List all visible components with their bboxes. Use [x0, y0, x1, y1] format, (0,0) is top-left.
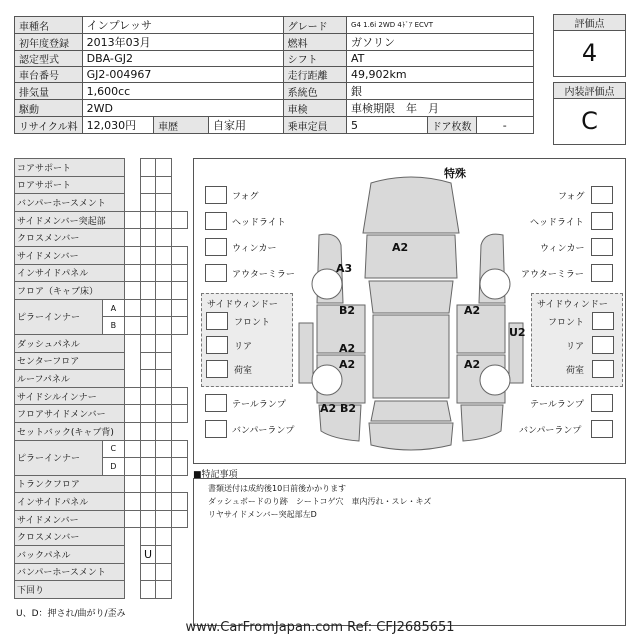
table-row	[15, 440, 188, 458]
damage-code-left-rear-door-2: A2	[339, 358, 356, 371]
first-reg-value: 2013年03月	[82, 34, 283, 51]
side-window-left-title: サイドウィンドー	[207, 300, 278, 310]
table-row	[15, 387, 188, 405]
headlight-right-label: ヘッドライト	[530, 218, 584, 228]
part-label: サイドシルインナー	[15, 387, 125, 405]
table-row	[15, 211, 188, 229]
capacity-label: 乗車定員	[283, 117, 346, 134]
part-label: インサイドパネル	[15, 264, 125, 282]
winker-right-checkbox[interactable]	[591, 238, 613, 256]
damage-code-left-rear-door: A2	[339, 342, 356, 355]
inspection-label: 車検	[283, 100, 346, 117]
history-value: 自家用	[208, 117, 283, 134]
part-label: サイドメンバー	[15, 510, 125, 528]
part-label: ルーフパネル	[15, 370, 125, 388]
part-label: バンパーホースメント	[15, 194, 125, 212]
part-label: フロア（キャブ床）	[15, 282, 125, 300]
notes-line-2: ダッシュボードのり跡 シートコゲ穴 車内汚れ・スレ・キズ	[208, 497, 432, 506]
model-value: インプレッサ	[82, 17, 283, 34]
left-sill-shape	[299, 323, 313, 383]
part-label: サイドメンバー	[15, 246, 125, 264]
right-rear-wheel-shape	[480, 365, 510, 395]
color-label: 系統色	[283, 83, 346, 100]
headlight-left-label: ヘッドライト	[232, 218, 286, 228]
table-row	[15, 299, 188, 317]
table-row	[15, 370, 188, 388]
cert-type-label: 認定型式	[15, 51, 83, 67]
sw-front-right-checkbox[interactable]	[592, 312, 614, 330]
car-outline-diagram	[289, 173, 534, 458]
footer-ref: www.CarFromJapan.com Ref: CFJ2685651	[185, 620, 455, 635]
mirror-left-label: アウターミラー	[232, 270, 295, 280]
table-row	[15, 528, 188, 546]
bumper-lamp-left-checkbox[interactable]	[205, 420, 227, 438]
winker-left-checkbox[interactable]	[205, 238, 227, 256]
damage-code-right-front-door: A2	[464, 304, 481, 317]
part-label: ダッシュパネル	[15, 334, 125, 352]
chassis-value: GJ2-004967	[82, 67, 283, 83]
side-window-left-box	[201, 293, 293, 387]
notes-line-1: 書類送付は成約後10日前後かかります	[208, 484, 347, 493]
sw-front-left-checkbox[interactable]	[206, 312, 228, 330]
sw-rear-left-label: リア	[234, 342, 253, 352]
mirror-right-label: アウターミラー	[521, 270, 584, 280]
part-label: ロアサポート	[15, 176, 125, 194]
mileage-value: 49,902km	[347, 67, 534, 83]
displacement-value: 1,600cc	[82, 83, 283, 100]
notes-line-3: リヤサイドメンバー突起部左D	[208, 510, 317, 519]
tail-lamp-right-label: テールランプ	[530, 400, 584, 410]
vehicle-info-table	[14, 16, 534, 134]
doors-value: -	[476, 117, 534, 134]
sub-label: D	[102, 458, 124, 476]
part-label: セットバック(キャブ背)	[15, 422, 125, 440]
table-row	[15, 493, 188, 511]
sub-label: B	[102, 317, 124, 335]
sw-luggage-right-label: 荷室	[566, 366, 585, 376]
sub-label: A	[102, 299, 124, 317]
fog-left-label: フォグ	[232, 192, 259, 202]
sw-rear-right-checkbox[interactable]	[592, 336, 614, 354]
damage-code-left-front-fender: A3	[336, 262, 353, 275]
tail-lamp-left-label: テールランプ	[232, 400, 286, 410]
front-bumper-shape	[363, 177, 459, 233]
table-row	[15, 581, 188, 599]
shift-value: AT	[347, 51, 534, 67]
part-label: バックパネル	[15, 546, 125, 564]
notes-title: ■特記事項	[193, 470, 238, 480]
shift-label: シフト	[283, 51, 346, 67]
drive-value: 2WD	[82, 100, 283, 117]
damage-code-rear: A2 B2	[320, 402, 357, 415]
first-reg-label: 初年度登録	[15, 34, 83, 51]
recycle-value: 12,030円	[82, 117, 153, 134]
part-label: インサイドパネル	[15, 493, 125, 511]
diagram-title: 特殊	[444, 167, 466, 180]
inspection-value: 車検期限 年 月	[347, 100, 534, 117]
sw-luggage-left-label: 荷室	[234, 366, 253, 376]
mileage-label: 走行距離	[283, 67, 346, 83]
fog-right-checkbox[interactable]	[591, 186, 613, 204]
table-row	[15, 352, 188, 370]
bumper-lamp-left-label: バンパーランプ	[232, 426, 295, 436]
eval-score-label: 評価点	[554, 15, 625, 31]
mirror-left-checkbox[interactable]	[205, 264, 227, 282]
sw-rear-left-checkbox[interactable]	[206, 336, 228, 354]
interior-score-label: 内装評価点	[554, 83, 625, 99]
side-window-right-box	[531, 293, 623, 387]
capacity-value: 5	[347, 117, 428, 134]
part-label: サイドメンバー突起部	[15, 211, 125, 229]
part-label: ピラーインナー	[15, 299, 103, 334]
cert-type-value: DBA-GJ2	[82, 51, 283, 67]
bumper-lamp-right-label: バンパーランプ	[519, 426, 582, 436]
sw-rear-right-label: リア	[566, 342, 585, 352]
chassis-label: 車台番号	[15, 67, 83, 83]
part-label: クロスメンバー	[15, 229, 125, 247]
table-row	[15, 510, 188, 528]
fog-left-checkbox[interactable]	[205, 186, 227, 204]
winker-right-label: ウィンカー	[540, 244, 585, 254]
tail-lamp-right-checkbox[interactable]	[591, 394, 613, 412]
right-quarter-shape	[461, 405, 503, 441]
table-row	[15, 563, 188, 581]
hood-shape	[365, 235, 457, 278]
drive-label: 駆動	[15, 100, 83, 117]
fog-right-label: フォグ	[558, 192, 585, 202]
interior-score-box	[553, 82, 626, 145]
bumper-lamp-right-checkbox[interactable]	[591, 420, 613, 438]
table-row	[15, 176, 188, 194]
table-row	[15, 264, 188, 282]
grade-label: グレード	[283, 17, 346, 34]
roof-shape	[373, 315, 449, 398]
sw-luggage-right-checkbox[interactable]	[592, 360, 614, 378]
model-label: 車種名	[15, 17, 83, 34]
part-label: 下回り	[15, 581, 125, 599]
windshield-shape	[369, 281, 453, 313]
table-row	[15, 159, 188, 177]
table-row	[15, 475, 188, 493]
sub-label: C	[102, 440, 124, 458]
side-window-right-title: サイドウィンドー	[537, 300, 608, 310]
damage-code-right-pillar: U2	[509, 326, 526, 339]
fuel-value: ガソリン	[347, 34, 534, 51]
part-label: フロアサイドメンバー	[15, 405, 125, 423]
part-label: コアサポート	[15, 159, 125, 177]
displacement-label: 排気量	[15, 83, 83, 100]
mirror-right-checkbox[interactable]	[591, 264, 613, 282]
part-label: トランクフロア	[15, 475, 125, 493]
left-rear-wheel-shape	[312, 365, 342, 395]
back-panel-mark: U	[140, 546, 156, 564]
doors-label: ドア枚数	[427, 117, 476, 134]
table-row	[15, 246, 188, 264]
interior-score-value: C	[581, 107, 598, 135]
damage-code-left-front-door: B2	[339, 304, 356, 317]
frame-parts-table	[14, 158, 188, 599]
table-row	[15, 282, 188, 300]
trunk-shape	[369, 423, 453, 450]
recycle-label: リサイクル料	[15, 117, 83, 134]
table-row	[15, 229, 188, 247]
history-label: 車歴	[154, 117, 209, 134]
eval-score-box	[553, 14, 626, 77]
table-row	[15, 334, 188, 352]
fuel-label: 燃料	[283, 34, 346, 51]
right-front-wheel-shape	[480, 269, 510, 299]
headlight-right-checkbox[interactable]	[591, 212, 613, 230]
part-label: クロスメンバー	[15, 528, 125, 546]
headlight-left-checkbox[interactable]	[205, 212, 227, 230]
winker-left-label: ウィンカー	[232, 244, 277, 254]
tail-lamp-left-checkbox[interactable]	[205, 394, 227, 412]
damage-code-right-rear-door: A2	[464, 358, 481, 371]
grade-value: G4 1.6i 2WD 4ﾄﾞｱ ECVT	[347, 17, 534, 34]
table-row	[15, 422, 188, 440]
rear-glass-shape	[371, 401, 451, 421]
part-label: センターフロア	[15, 352, 125, 370]
part-label: ピラーインナー	[15, 440, 103, 475]
part-label: バンパーホースメント	[15, 563, 125, 581]
table-row	[15, 546, 188, 564]
sw-front-left-label: フロント	[234, 318, 271, 328]
sw-luggage-left-checkbox[interactable]	[206, 360, 228, 378]
damage-code-hood: A2	[392, 241, 409, 254]
parts-legend: U、D：押され/曲がり/歪み	[16, 609, 126, 619]
body-diagram	[193, 158, 626, 464]
table-row	[15, 405, 188, 423]
eval-score-value: 4	[581, 39, 598, 67]
sw-front-right-label: フロント	[548, 318, 585, 328]
color-value: 銀	[347, 83, 534, 100]
notes-box	[193, 478, 626, 626]
table-row	[15, 194, 188, 212]
